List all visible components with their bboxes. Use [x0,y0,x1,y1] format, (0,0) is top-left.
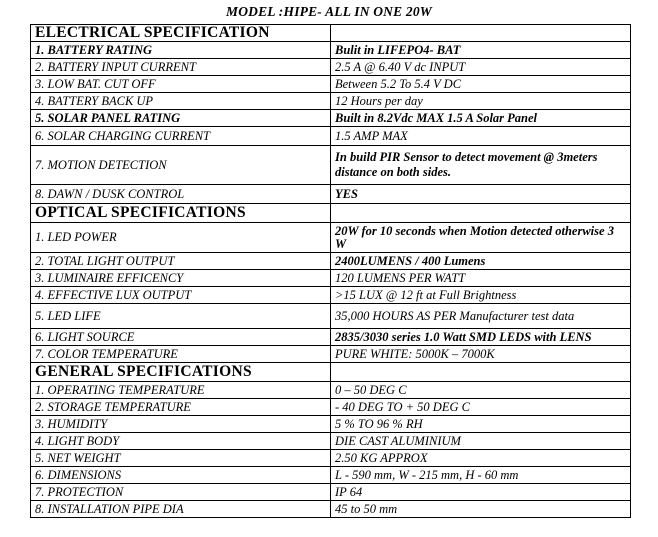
spec-value: PURE WHITE: 5000K – 7000K [331,346,631,363]
spec-value: - 40 DEG TO + 50 DEG C [331,399,631,416]
spec-label: 1. BATTERY RATING [31,42,331,59]
spec-label: 3. LOW BAT. CUT OFF [31,76,331,93]
table-row [31,110,631,127]
spec-label: 6. DIMENSIONS [31,467,331,484]
spec-value: >15 LUX @ 12 ft at Full Brightness [331,287,631,304]
spec-value: 35,000 HOURS AS PER Manufacturer test data [331,304,631,329]
spec-value: 1.5 AMP MAX [331,127,631,146]
spec-value: YES [331,185,631,204]
table-row [31,382,631,399]
spec-label: 7. MOTION DETECTION [31,146,331,185]
spec-value: 5 % TO 96 % RH [331,416,631,433]
table-row [31,146,631,185]
spec-label: 1. OPERATING TEMPERATURE [31,382,331,399]
table-row [31,416,631,433]
table-row [31,223,631,253]
spec-value: 2400LUMENS / 400 Lumens [331,253,631,270]
table-row [31,501,631,518]
spec-label: 1. LED POWER [31,223,331,253]
spec-value: In build PIR Sensor to detect movement @ 3meters distance on both sides. [331,146,631,185]
table-row [31,59,631,76]
table-row [31,304,631,329]
table-row [31,270,631,287]
table-row [31,93,631,110]
table-row [31,185,631,204]
spec-value: 120 LUMENS PER WATT [331,270,631,287]
section-header-general [31,363,631,382]
spec-label: 5. LED LIFE [31,304,331,329]
spec-label: 3. HUMIDITY [31,416,331,433]
table-row [31,76,631,93]
spec-label: 3. LUMINAIRE EFFICENCY [31,270,331,287]
section-heading: GENERAL SPECIFICATIONS [31,363,331,382]
spec-label: 4. EFFECTIVE LUX OUTPUT [31,287,331,304]
spec-value: 45 to 50 mm [331,501,631,518]
spec-label: 2. STORAGE TEMPERATURE [31,399,331,416]
section-header-optical [31,204,631,223]
spec-value: 2.50 KG APPROX [331,450,631,467]
spec-label: 8. DAWN / DUSK CONTROL [31,185,331,204]
table-row [31,467,631,484]
table-row [31,287,631,304]
section-heading: OPTICAL SPECIFICATIONS [31,204,331,223]
section-header-electrical [31,25,631,42]
spec-label: 5. SOLAR PANEL RATING [31,110,331,127]
spec-label: 8. INSTALLATION PIPE DIA [31,501,331,518]
spec-table [30,24,631,518]
table-row [31,127,631,146]
table-row [31,484,631,501]
table-row [31,433,631,450]
spec-label: 4. LIGHT BODY [31,433,331,450]
spec-label: 7. COLOR TEMPERATURE [31,346,331,363]
spec-label: 2. BATTERY INPUT CURRENT [31,59,331,76]
spec-value: 2835/3030 series 1.0 Watt SMD LEDS with LENS [331,329,631,346]
spec-value: 2.5 A @ 6.40 V dc INPUT [331,59,631,76]
spec-value: DIE CAST ALUMINIUM [331,433,631,450]
spec-value: 12 Hours per day [331,93,631,110]
document-title: MODEL :HIPE- ALL IN ONE 20W [225,4,433,19]
spec-value: L - 590 mm, W - 215 mm, H - 60 mm [331,467,631,484]
table-row [31,42,631,59]
spec-label: 2. TOTAL LIGHT OUTPUT [31,253,331,270]
table-row [31,450,631,467]
table-row [31,399,631,416]
spec-value: Between 5.2 To 5.4 V DC [331,76,631,93]
spec-value: 20W for 10 seconds when Motion detected otherwise 3 W [331,223,631,253]
spec-value: 0 – 50 DEG C [331,382,631,399]
table-row [31,329,631,346]
spec-value: Bulit in LIFEPO4- BAT [331,42,631,59]
table-row [31,346,631,363]
spec-label: 7. PROTECTION [31,484,331,501]
spec-label: 6. SOLAR CHARGING CURRENT [31,127,331,146]
spec-value: Built in 8.2Vdc MAX 1.5 A Solar Panel [331,110,631,127]
section-heading: ELECTRICAL SPECIFICATION [31,25,331,42]
spec-label: 5. NET WEIGHT [31,450,331,467]
spec-value: IP 64 [331,484,631,501]
spec-label: 6. LIGHT SOURCE [31,329,331,346]
table-row [31,253,631,270]
spec-label: 4. BATTERY BACK UP [31,93,331,110]
